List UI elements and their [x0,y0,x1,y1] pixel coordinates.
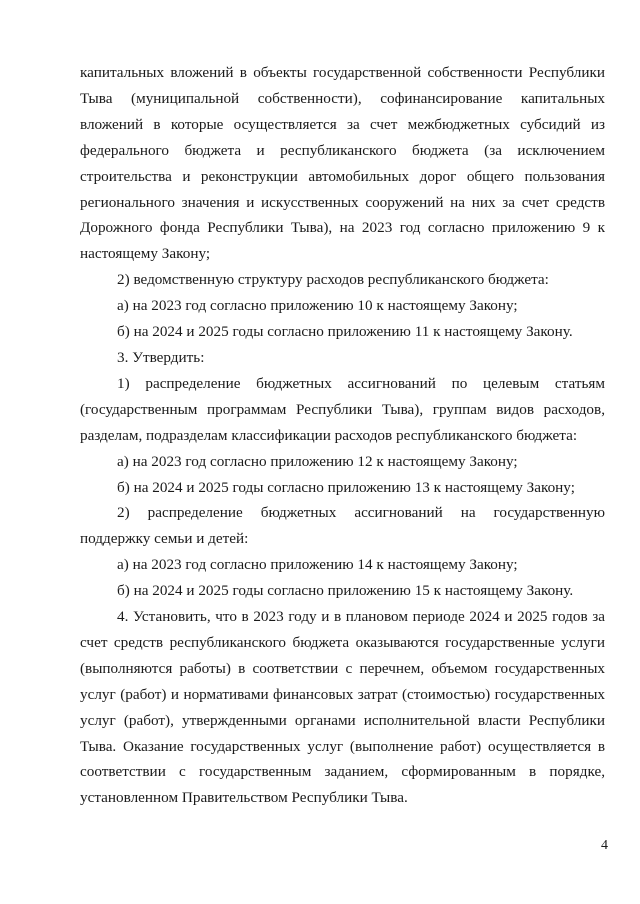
paragraph-departmental-structure: 2) ведомственную структуру расходов республиканского бюджета: [117,271,549,289]
paragraph-appendix-10: а) на 2023 год согласно приложению 10 к настоящему Закону; [117,297,518,315]
paragraph-appendix-14: а) на 2023 год согласно приложению 14 к настоящему Закону; [117,556,518,574]
paragraph-appendix-13: б) на 2024 и 2025 годы согласно приложению 13 к настоящему Закону; [117,478,575,496]
paragraph-family-support: 2) распределение бюджетных ассигнований на государственную поддержку семьи и детей: [80,504,605,548]
paragraph-capital-investments: капитальных вложений в объекты государственной собственности Республики Тыва (муниципальной собственности), софинансирование капитальных вложений в которые осуществляется за счет межбюджетных субсидий из федерального бюджета и республиканского бюджета (за исключением строительства и реконструкции автомобильных дорог общего пользования регионального значения и искусственных сооружений на них за счет средств Дорожного фонда Республики Тыва), на 2023 год согласно приложению 9 к настоящему Закону; [80,64,605,263]
paragraph-approve-heading: 3. Утвердить: [117,348,205,366]
paragraph-appendix-15: б) на 2024 и 2025 годы согласно приложению 15 к настоящему Закону. [117,582,574,600]
paragraph-appendix-11: б) на 2024 и 2025 годы согласно приложению 11 к настоящему Закону. [117,323,573,341]
page-number: 4 [601,838,608,853]
paragraph-appendix-12: а) на 2023 год согласно приложению 12 к настоящему Закону; [117,452,518,470]
document-body [80,60,605,811]
paragraph-state-services: 4. Установить, что в 2023 году и в плановом периоде 2024 и 2025 годов за счет средств республиканского бюджета оказываются государственные услуги (выполняются работы) в соответствии с перечнем, объемом государственных услуг (работ) и нормативами финансовых затрат (стоимостью) государственных услуг (работ), утвержденными органами исполнительной власти Республики Тыва. Оказание государственных услуг (выполнение работ) осуществляется в соответствии с государственным заданием, сформированным в порядке, установленном Правительством Республики Тыва. [80,608,605,807]
paragraph-allocation-target-items: 1) распределение бюджетных ассигнований по целевым статьям (государственным программам Республики Тыва), группам видов расходов, разделам, подразделам классификации расходов республиканского бюджета: [80,374,605,444]
